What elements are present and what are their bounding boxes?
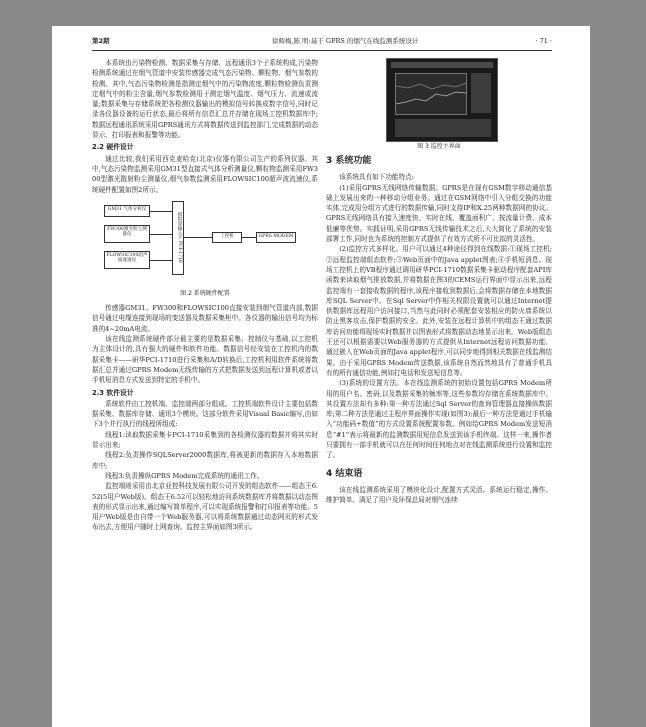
thread-3-paragraph: 线程3:负责操纵GPRS Modem完成系统的通讯工作。	[105, 471, 264, 480]
gm31-box: GM31 气体分析仪	[104, 205, 150, 217]
section-3-heading: 3 系统功能	[326, 156, 372, 166]
connector-line	[150, 260, 172, 261]
acquisition-paragraph: 该在线监测系统硬件部分最主要的是数据采集、控制仪与基础,以工控机为主体设计的,具有强大的硬件和软件功能。数据信号经安装在工控机内的数据采集卡——研华PCI-1710进行采集和A/D转换后,工控机利用软件系统将数据汇总并通过GPRS Modem无线传输的方式把数据发送到远程计算机或者以手机短消息方式发送到特定的手机中。	[92, 335, 318, 385]
connector-line	[150, 234, 172, 235]
page-header	[92, 34, 552, 51]
issue-label: 第2期	[92, 37, 110, 45]
section-2-3-heading: 2.3 软件设计	[92, 388, 134, 397]
fw300-box: FW300激光粉尘测量仪	[104, 225, 150, 243]
running-title: 徐辉梅,陈 明:基于 GPRS 的烟气在线监测系统设计	[272, 37, 419, 45]
feature-1-paragraph: (1)采用GPRS无线网络传输数据。GPRS是在现有GSM数字移动通信基础上发展出来的一种移动分组业务。通过在GSM网络中引入分组交换的功能实体,完成用分组方式进行的数据传输,同时支持IP和X.25两种数据网的协议。GPRS无线网络具有接入速度快、实时在线、覆盖面积广、按流量计费、成本低廉等优势。实践证明,采用GPRS无线传输技术之后,大大简化了系统的安装部署工作,同时也为系统的控制方式提供了有效方式所不可比拟的灵活性。	[326, 183, 552, 244]
section-4-heading: 4 结束语	[326, 468, 363, 479]
hardware-paragraph: 通过比较,我们采用西克麦哈克(北京)仪器有限公司生产的系列仪器。其中,气态污染物监测采用GM31型直接式气体分析测量仪,颗粒物监测采用FW300型激光散射粉尘测量仪,烟气参数监测采用FLOWSIC100超声波流速仪,系统硬件配置如图2所示。	[92, 154, 318, 194]
ipc-box: 工控机	[212, 232, 242, 243]
trend-lines	[396, 74, 466, 114]
connector-line	[242, 237, 256, 238]
figure-2-hardware-diagram	[92, 199, 318, 287]
monitor-paragraph: 监控端则采用由北京亚控科技发展有限公司开发的组态软件——组态王6.52(5用户Web版)。组态王6.52可以轻松地访问系统数据库并将数据以动态图表的形式显示出来,通过编写简单程序,可以实现系统报警和打印报表等功能。5用户Web版是由自带一个Web服务器,可以将系统数据通过动态网页的形式发布出去,方便用户随时上网查询。监控主界面如图3所示。	[92, 482, 318, 532]
intro-paragraph: 本系统由污染物检测、数据采集与存储、远程通讯3个子系统构成,污染物检测系统通过在烟气管道中安装传感器完成气态污染物、颗粒物、烟气参数的检测。其中,气态污染物检测是指测定烟气中的污染物浓度,颗粒物检测负责测定烟气中的粉尘含量,烟气参数检测用于测定烟气温度、烟气压力、流速或流量;数据采集与存储系统把各检测仪器输出的模拟信号转换成数字信号,同时记录各仪器设备的运行状态,最后将所有信息汇总并存储在现场工控机数据库中;数据远程通讯系统采用GPRS通讯方式将数据传送到监控部门,完成数据的动态显示、打印报表和报警等功能。	[92, 59, 318, 140]
page-number: · 71 ·	[535, 37, 552, 45]
figure-2-caption: 图 2 系统硬件配置	[180, 289, 230, 297]
flowsic100-box: FLOWSIC100超声波流速仪	[104, 251, 150, 269]
figure-3-monitor-screenshot	[326, 58, 552, 148]
figure-3-caption: 图 3 监控主界面	[417, 143, 461, 150]
section-2-2-heading: 2.2 硬件设计	[92, 143, 134, 152]
screen-side-panel	[471, 73, 491, 113]
journal-page	[52, 26, 590, 727]
right-column	[326, 58, 552, 506]
screen-title-bar	[391, 62, 493, 68]
conclusion-paragraph: 该在线监测系统采用了模块化设计,配置方式灵活。系统运行稳定,操作、维护简单。满足了用户及环保总局对烟气连续	[326, 485, 552, 505]
thread-2-paragraph: 线程2:负责操作SQLServer2000数据库,将被更新的数据存入本地数据库中;	[92, 451, 318, 470]
connector-line	[184, 237, 212, 238]
features-intro: 该系统具有如下功能特点:	[339, 173, 414, 182]
feature-2-paragraph: (2)监控方式多样化。用户可以通过4种途径得到在线数据:①现场工控机;②远程监控端组态软件;③Web页面中的Java applet图表;④手机短消息。现场工控机上的VB程序通过调用研华PCI-1710数据采集卡驱动程序配套API库函数来读取烟气排放数据,并将数据在图3的CEMS运行界面中显示出来,远程监控端有一套接收数据的程序,该程序接收到数据后,会将数据存储在本地数据库SQL Server中。在Sql Server中作相关权限设置就可以通过Internet提供数据库远程用户访问接口,当然与此同时必须配套安装相应的防火墙系统以防止黑客攻击,保护数据的安全。此外,安装在远程计算机中的组态王通过数据库访问功能将现场实时数据并以图表形式将数据动态地显示出来。Web版组态王还可以根据需要以Web服务器的方式提供从Internet远程访问数据功能。通过嵌入在Web页面的Java applet程序,可以同步地得到相关数据在线监测结果。由于采用GPRS Modem传送数据,该系统自然而然地具有了普通手机具有的所有通信功能,例如打电话和发送短信息等。	[326, 245, 552, 377]
feature-3-paragraph: (3)系统的设置方法。本在线监测系统的初始设置包括GPRS Modem所用的用户名、密码,以及数据采集的频率等,这些参数均存储在系统数据库中。其设置方法却有多种:第一种方法通过Sql Server的查询管理器直接操纵数据库;第二种方法是通过主程序界面操作实现(如图3);最后一种方法是通过手机输入“功能码+数值”的方式设置系统配置参数。例如给GPRS Modem发送短消息“#1”表示将最新的监测数据用短信息发送到该手机终端。这样一来,操作者只要拥有一部手机就可以在任何时间任何地点对在线监测系统进行设置和监控了。	[326, 379, 552, 460]
sensor-paragraph: 传感器GM31、FW300和FLOWSIC100直接安装到烟气管道内部,数据信号通过电缆连接到现场的变送器及数据采集柜中。各仪器的输出信号均为标准的4~20mA电流。	[92, 304, 318, 333]
monitor-screen-image	[386, 58, 498, 142]
connector-line	[150, 211, 172, 212]
screen-plot-area	[395, 73, 467, 115]
thread-1-paragraph: 线程1:读取数据采集卡PCI-1710采集到的各检测仪器的数据并将其实时显示出来;	[92, 430, 318, 450]
software-paragraph: 系统软件由工控机端、监控端两部分组成。工控机端软件设计主要包括数据采集、数据库存储、通讯3个模块。这部分软件采用Visual Basic编写,由如下3个并行执行的线程所组成:	[92, 399, 318, 429]
left-column	[92, 58, 318, 533]
gprs-modem-box: GPRS MODEM	[256, 232, 296, 243]
pci1710-bus-box: 模拟量输入卡 PCI-1710	[172, 201, 184, 275]
screen-bottom-panel	[395, 119, 491, 137]
